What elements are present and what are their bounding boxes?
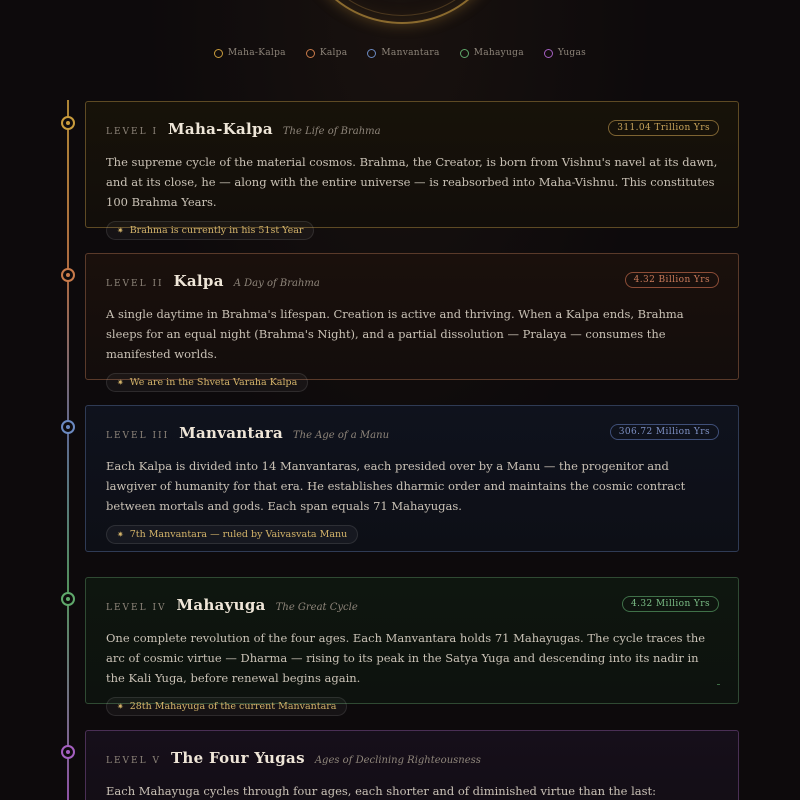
status-badge-label: We are in the Shveta Varaha Kalpa bbox=[129, 377, 298, 388]
timeline-node-icon bbox=[61, 116, 75, 130]
card-description: Each Mahayuga cycles through four ages, each shorter and of diminished virtue than the last: bbox=[106, 784, 657, 798]
legend-dot-icon bbox=[367, 49, 376, 58]
duration-badge: 306.72 Million Yrs bbox=[610, 424, 719, 440]
card-maha-kalpa[interactable] bbox=[85, 101, 739, 236]
legend-dot-icon bbox=[306, 49, 315, 58]
status-badge-label: 28th Mahayuga of the current Manvantara bbox=[129, 701, 337, 712]
card-subtitle: Ages of Declining Righteousness bbox=[314, 755, 481, 766]
card-kalpa[interactable] bbox=[85, 253, 739, 388]
card-subtitle: The Great Cycle bbox=[275, 602, 358, 613]
timeline-node-icon bbox=[61, 420, 75, 434]
card-manvantara[interactable] bbox=[85, 405, 739, 552]
legend bbox=[0, 48, 800, 58]
status-badge bbox=[106, 525, 358, 544]
legend-dot-icon bbox=[460, 49, 469, 58]
legend-label: Manvantara bbox=[381, 48, 440, 58]
duration-badge: 4.32 Billion Yrs bbox=[625, 272, 719, 288]
card-description: Each Kalpa is divided into 14 Manvantaras, each presided over by a Manu — the progenitor and lawgiver of humanity for that era. He establishes dharmic order and maintains the cosmic contract between mortals and gods. Each span equals 71 Mahayugas. bbox=[106, 459, 686, 513]
card-subtitle: The Age of a Manu bbox=[292, 430, 390, 441]
legend-dot-icon bbox=[544, 49, 553, 58]
card-description: The supreme cycle of the material cosmos. Brahma, the Creator, is born from Vishnu's navel at its dawn, and at its close, he — along with the entire universe — is reabsorbed into Maha-Vishnu. This constitutes 100 Brahma Years. bbox=[106, 155, 718, 209]
legend-item-manvantara bbox=[367, 48, 439, 58]
card-title: Maha-Kalpa bbox=[168, 120, 273, 138]
star-icon: ✷ bbox=[117, 378, 124, 387]
card-level: LEVEL III bbox=[106, 431, 170, 441]
card-title: Manvantara bbox=[179, 424, 283, 442]
legend-label: Maha-Kalpa bbox=[227, 48, 286, 58]
status-badge-label: 7th Manvantara — ruled by Vaivasvata Manu bbox=[129, 529, 348, 540]
card-subtitle: The Life of Brahma bbox=[282, 126, 381, 137]
status-badge bbox=[106, 221, 314, 240]
timeline-node-icon bbox=[61, 268, 75, 282]
duration-badge: 311.04 Trillion Yrs bbox=[608, 120, 719, 136]
legend-label: Kalpa bbox=[319, 48, 348, 58]
card-subtitle: A Day of Brahma bbox=[233, 278, 320, 289]
timeline-node-icon bbox=[61, 592, 75, 606]
card-level: LEVEL V bbox=[106, 756, 161, 766]
timeline-line bbox=[67, 100, 69, 800]
legend-item-maha-kalpa bbox=[214, 48, 286, 58]
card-description: A single daytime in Brahma's lifespan. Creation is active and thriving. When a Kalpa ends, Brahma sleeps for an equal night (Brahma's Night), and a partial dissolution — Pralaya — consumes the manifested worlds. bbox=[106, 307, 684, 361]
card-level: LEVEL IV bbox=[106, 603, 167, 613]
card-description: One complete revolution of the four ages. Each Manvantara holds 71 Mahayugas. The cycle traces the arc of cosmic virtue — Dharma — rising to its peak in the Satya Yuga and descending into its nadir in the Kali Yuga, before renewal begins again. bbox=[106, 631, 706, 685]
star-icon: ✷ bbox=[117, 702, 124, 711]
timeline-node-icon bbox=[61, 745, 75, 759]
legend-item-yugas bbox=[544, 48, 586, 58]
card-header bbox=[106, 749, 718, 769]
cosmic-orb-graphic bbox=[300, 0, 504, 24]
star-icon: ✷ bbox=[117, 530, 124, 539]
status-badge bbox=[106, 697, 347, 716]
card-four-yugas[interactable] bbox=[85, 730, 739, 800]
card-title: Kalpa bbox=[173, 272, 224, 290]
card-mahayuga[interactable] bbox=[85, 577, 739, 712]
legend-item-mahayuga bbox=[460, 48, 524, 58]
legend-label: Yugas bbox=[557, 48, 587, 58]
legend-label: Mahayuga bbox=[473, 48, 524, 58]
legend-item-kalpa bbox=[306, 48, 348, 58]
star-icon: ✷ bbox=[117, 226, 124, 235]
status-badge bbox=[106, 373, 308, 392]
card-title: Mahayuga bbox=[176, 596, 266, 614]
status-badge-label: Brahma is currently in his 51st Year bbox=[129, 225, 304, 236]
card-level: LEVEL II bbox=[106, 279, 164, 289]
card-title: The Four Yugas bbox=[170, 749, 305, 767]
duration-badge: 4.32 Million Yrs bbox=[622, 596, 719, 612]
legend-dot-icon bbox=[214, 49, 223, 58]
card-level: LEVEL I bbox=[106, 127, 159, 137]
corner-mark bbox=[717, 684, 720, 685]
